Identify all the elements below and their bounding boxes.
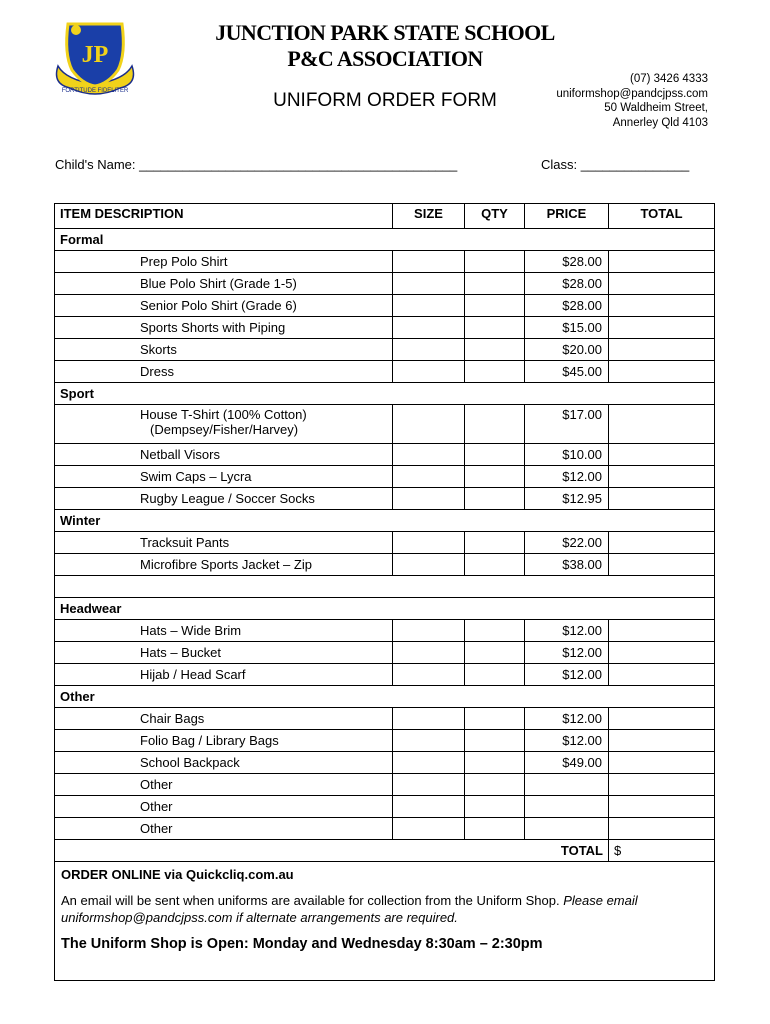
size-input-cell[interactable]	[393, 361, 465, 383]
header-price: PRICE	[525, 204, 609, 229]
qty-input-cell[interactable]	[465, 295, 525, 317]
category-row-headwear	[55, 598, 715, 620]
qty-input-cell[interactable]	[465, 752, 525, 774]
price-cell	[525, 774, 609, 796]
order-table	[54, 203, 715, 981]
item-row	[55, 295, 715, 317]
item-name-text: House T-Shirt (100% Cotton)	[140, 407, 307, 422]
item-name-text: Hijab / Head Scarf	[140, 667, 246, 682]
item-name	[55, 251, 393, 273]
item-row	[55, 664, 715, 686]
email-note-italic-b: uniformshop@pandcjpss.com if alternate arrangements are required.	[61, 910, 458, 925]
contact-phone: (07) 3426 4333	[629, 73, 708, 85]
size-input-cell[interactable]	[393, 730, 465, 752]
item-row	[55, 554, 715, 576]
qty-input-cell[interactable]	[465, 730, 525, 752]
price-cell: $28.00	[525, 251, 609, 273]
size-input-cell[interactable]	[393, 774, 465, 796]
qty-input-cell[interactable]	[465, 466, 525, 488]
size-input-cell[interactable]	[393, 796, 465, 818]
size-input-cell[interactable]	[393, 708, 465, 730]
item-name-text: Dress	[140, 364, 174, 379]
item-row	[55, 251, 715, 273]
qty-input-cell[interactable]	[465, 708, 525, 730]
category-label-sport: Sport	[55, 383, 715, 405]
crest-motto: FORTITUDE FIDELITER	[61, 88, 129, 94]
qty-input-cell[interactable]	[465, 405, 525, 444]
size-input-cell[interactable]	[393, 251, 465, 273]
line-total-cell[interactable]	[609, 730, 715, 752]
category-row-winter	[55, 510, 715, 532]
grand-total-label: TOTAL	[55, 840, 609, 862]
price-cell	[525, 796, 609, 818]
header-item-description: ITEM DESCRIPTION	[55, 204, 393, 229]
grand-total-row	[55, 840, 715, 862]
category-label-winter: Winter	[55, 510, 715, 532]
category-row-sport	[55, 383, 715, 405]
spacer-row	[55, 576, 715, 598]
form-title: UNIFORM ORDER FORM	[273, 90, 497, 111]
item-name	[55, 708, 393, 730]
qty-input-cell[interactable]	[465, 361, 525, 383]
size-input-cell[interactable]	[393, 317, 465, 339]
line-total-cell[interactable]	[609, 295, 715, 317]
qty-input-cell[interactable]	[465, 273, 525, 295]
qty-input-cell[interactable]	[465, 444, 525, 466]
item-name-text: Chair Bags	[140, 711, 205, 726]
item-name-text: Hats – Wide Brim	[140, 623, 242, 638]
line-total-cell[interactable]	[609, 532, 715, 554]
line-total-cell[interactable]	[609, 339, 715, 361]
price-cell: $45.00	[525, 361, 609, 383]
price-cell: $12.00	[525, 642, 609, 664]
contact-block	[556, 72, 708, 130]
item-row	[55, 532, 715, 554]
shop-hours: The Uniform Shop is Open: Monday and Wednesday 8:30am – 2:30pm	[61, 936, 543, 952]
category-row-other	[55, 686, 715, 708]
footer-row	[55, 862, 715, 981]
item-name	[55, 532, 393, 554]
line-total-cell[interactable]	[609, 273, 715, 295]
price-cell: $10.00	[525, 444, 609, 466]
line-total-cell[interactable]	[609, 642, 715, 664]
line-total-cell[interactable]	[609, 444, 715, 466]
size-input-cell[interactable]	[393, 620, 465, 642]
line-total-cell[interactable]	[609, 818, 715, 840]
footer-info	[55, 862, 715, 981]
order-online-note: ORDER ONLINE via Quickcliq.com.au	[61, 867, 294, 882]
item-name-text: Swim Caps – Lycra	[140, 469, 252, 484]
item-name-text: Sports Shorts with Piping	[140, 320, 286, 335]
item-name-text: Other	[140, 777, 173, 792]
qty-input-cell[interactable]	[465, 796, 525, 818]
child-name-field[interactable]: Child's Name: ____________________________________________	[55, 157, 458, 172]
item-name	[55, 752, 393, 774]
category-label-headwear: Headwear	[55, 598, 715, 620]
size-input-cell[interactable]	[393, 642, 465, 664]
item-row	[55, 339, 715, 361]
line-total-cell[interactable]	[609, 752, 715, 774]
item-name	[55, 444, 393, 466]
item-name-text: Senior Polo Shirt (Grade 6)	[140, 298, 297, 313]
size-input-cell[interactable]	[393, 339, 465, 361]
header-size: SIZE	[393, 204, 465, 229]
size-input-cell[interactable]	[393, 532, 465, 554]
class-field[interactable]: Class: _______________	[541, 157, 690, 172]
item-name	[55, 405, 393, 444]
size-input-cell[interactable]	[393, 444, 465, 466]
item-name	[55, 361, 393, 383]
item-name-text: Skorts	[140, 342, 177, 357]
item-row	[55, 708, 715, 730]
header-total: TOTAL	[609, 204, 715, 229]
price-cell: $12.00	[525, 466, 609, 488]
item-row	[55, 796, 715, 818]
category-label-formal: Formal	[55, 229, 715, 251]
price-cell: $20.00	[525, 339, 609, 361]
line-total-cell[interactable]	[609, 317, 715, 339]
email-note	[61, 892, 708, 926]
line-total-cell[interactable]	[609, 488, 715, 510]
qty-input-cell[interactable]	[465, 664, 525, 686]
qty-input-cell[interactable]	[465, 339, 525, 361]
size-input-cell[interactable]	[393, 273, 465, 295]
item-row	[55, 444, 715, 466]
item-name-text: Rugby League / Soccer Socks	[140, 491, 315, 506]
contact-address-line1: 50 Waldheim Street,	[604, 102, 708, 114]
item-name-text: Microfibre Sports Jacket – Zip	[140, 557, 312, 572]
qty-input-cell[interactable]	[465, 774, 525, 796]
item-row	[55, 818, 715, 840]
school-crest-logo	[50, 14, 140, 98]
price-cell: $17.00	[525, 405, 609, 444]
grand-total-value[interactable]: $	[609, 840, 715, 862]
email-note-italic-a: Please email	[563, 893, 638, 908]
price-cell: $12.00	[525, 664, 609, 686]
item-row	[55, 752, 715, 774]
price-cell: $12.95	[525, 488, 609, 510]
qty-input-cell[interactable]	[465, 554, 525, 576]
item-row	[55, 405, 715, 444]
item-name-text: Other	[140, 799, 173, 814]
item-name	[55, 488, 393, 510]
line-total-cell[interactable]	[609, 251, 715, 273]
item-name-text: Blue Polo Shirt (Grade 1-5)	[140, 276, 297, 291]
crest-initials: JP	[81, 42, 109, 68]
item-name	[55, 466, 393, 488]
price-cell: $22.00	[525, 532, 609, 554]
size-input-cell[interactable]	[393, 554, 465, 576]
line-total-cell[interactable]	[609, 774, 715, 796]
item-name-text: Netball Visors	[140, 447, 220, 462]
item-name	[55, 554, 393, 576]
item-row	[55, 317, 715, 339]
size-input-cell[interactable]	[393, 752, 465, 774]
item-name	[55, 642, 393, 664]
price-cell: $49.00	[525, 752, 609, 774]
item-row	[55, 620, 715, 642]
item-name	[55, 796, 393, 818]
spacer-cell	[55, 576, 715, 598]
school-name-line2: P&C ASSOCIATION	[287, 46, 483, 71]
item-name-text: Other	[140, 821, 173, 836]
item-row	[55, 273, 715, 295]
line-total-cell[interactable]	[609, 466, 715, 488]
line-total-cell[interactable]	[609, 664, 715, 686]
size-input-cell[interactable]	[393, 488, 465, 510]
item-row	[55, 774, 715, 796]
qty-input-cell[interactable]	[465, 317, 525, 339]
price-cell	[525, 818, 609, 840]
line-total-cell[interactable]	[609, 796, 715, 818]
item-name-text: School Backpack	[140, 755, 240, 770]
item-name	[55, 317, 393, 339]
qty-input-cell[interactable]	[465, 818, 525, 840]
qty-input-cell[interactable]	[465, 642, 525, 664]
header-qty: QTY	[465, 204, 525, 229]
line-total-cell[interactable]	[609, 620, 715, 642]
size-input-cell[interactable]	[393, 466, 465, 488]
qty-input-cell[interactable]	[465, 532, 525, 554]
qty-input-cell[interactable]	[465, 620, 525, 642]
size-input-cell[interactable]	[393, 405, 465, 444]
item-name	[55, 339, 393, 361]
qty-input-cell[interactable]	[465, 488, 525, 510]
item-row	[55, 466, 715, 488]
item-name-text: Prep Polo Shirt	[140, 254, 228, 269]
line-total-cell[interactable]	[609, 361, 715, 383]
item-name	[55, 273, 393, 295]
contact-address-line2: Annerley Qld 4103	[612, 116, 708, 129]
qty-input-cell[interactable]	[465, 251, 525, 273]
item-name-text: Folio Bag / Library Bags	[140, 733, 279, 748]
item-name-subtext: (Dempsey/Fisher/Harvey)	[150, 422, 299, 437]
item-name-text: Hats – Bucket	[140, 645, 221, 660]
price-cell: $15.00	[525, 317, 609, 339]
size-input-cell[interactable]	[393, 664, 465, 686]
item-name	[55, 620, 393, 642]
price-cell: $12.00	[525, 708, 609, 730]
line-total-cell[interactable]	[609, 708, 715, 730]
school-name	[150, 20, 620, 72]
contact-email: uniformshop@pandcjpss.com	[556, 87, 708, 100]
price-cell: $28.00	[525, 295, 609, 317]
item-row	[55, 361, 715, 383]
table-header-row	[55, 204, 715, 229]
item-name	[55, 664, 393, 686]
size-input-cell[interactable]	[393, 295, 465, 317]
item-name	[55, 295, 393, 317]
price-cell: $12.00	[525, 620, 609, 642]
item-name	[55, 774, 393, 796]
item-name-text: Tracksuit Pants	[140, 535, 230, 550]
price-cell: $28.00	[525, 273, 609, 295]
item-row	[55, 730, 715, 752]
line-total-cell[interactable]	[609, 554, 715, 576]
item-name	[55, 818, 393, 840]
category-row-formal	[55, 229, 715, 251]
size-input-cell[interactable]	[393, 818, 465, 840]
item-name	[55, 730, 393, 752]
price-cell: $12.00	[525, 730, 609, 752]
email-note-text: An email will be sent when uniforms are available for collection from the Uniform Shop.	[61, 893, 560, 908]
line-total-cell[interactable]	[609, 405, 715, 444]
price-cell: $38.00	[525, 554, 609, 576]
school-name-line1: JUNCTION PARK STATE SCHOOL	[215, 20, 555, 45]
item-row	[55, 488, 715, 510]
item-row	[55, 642, 715, 664]
category-label-other: Other	[55, 686, 715, 708]
